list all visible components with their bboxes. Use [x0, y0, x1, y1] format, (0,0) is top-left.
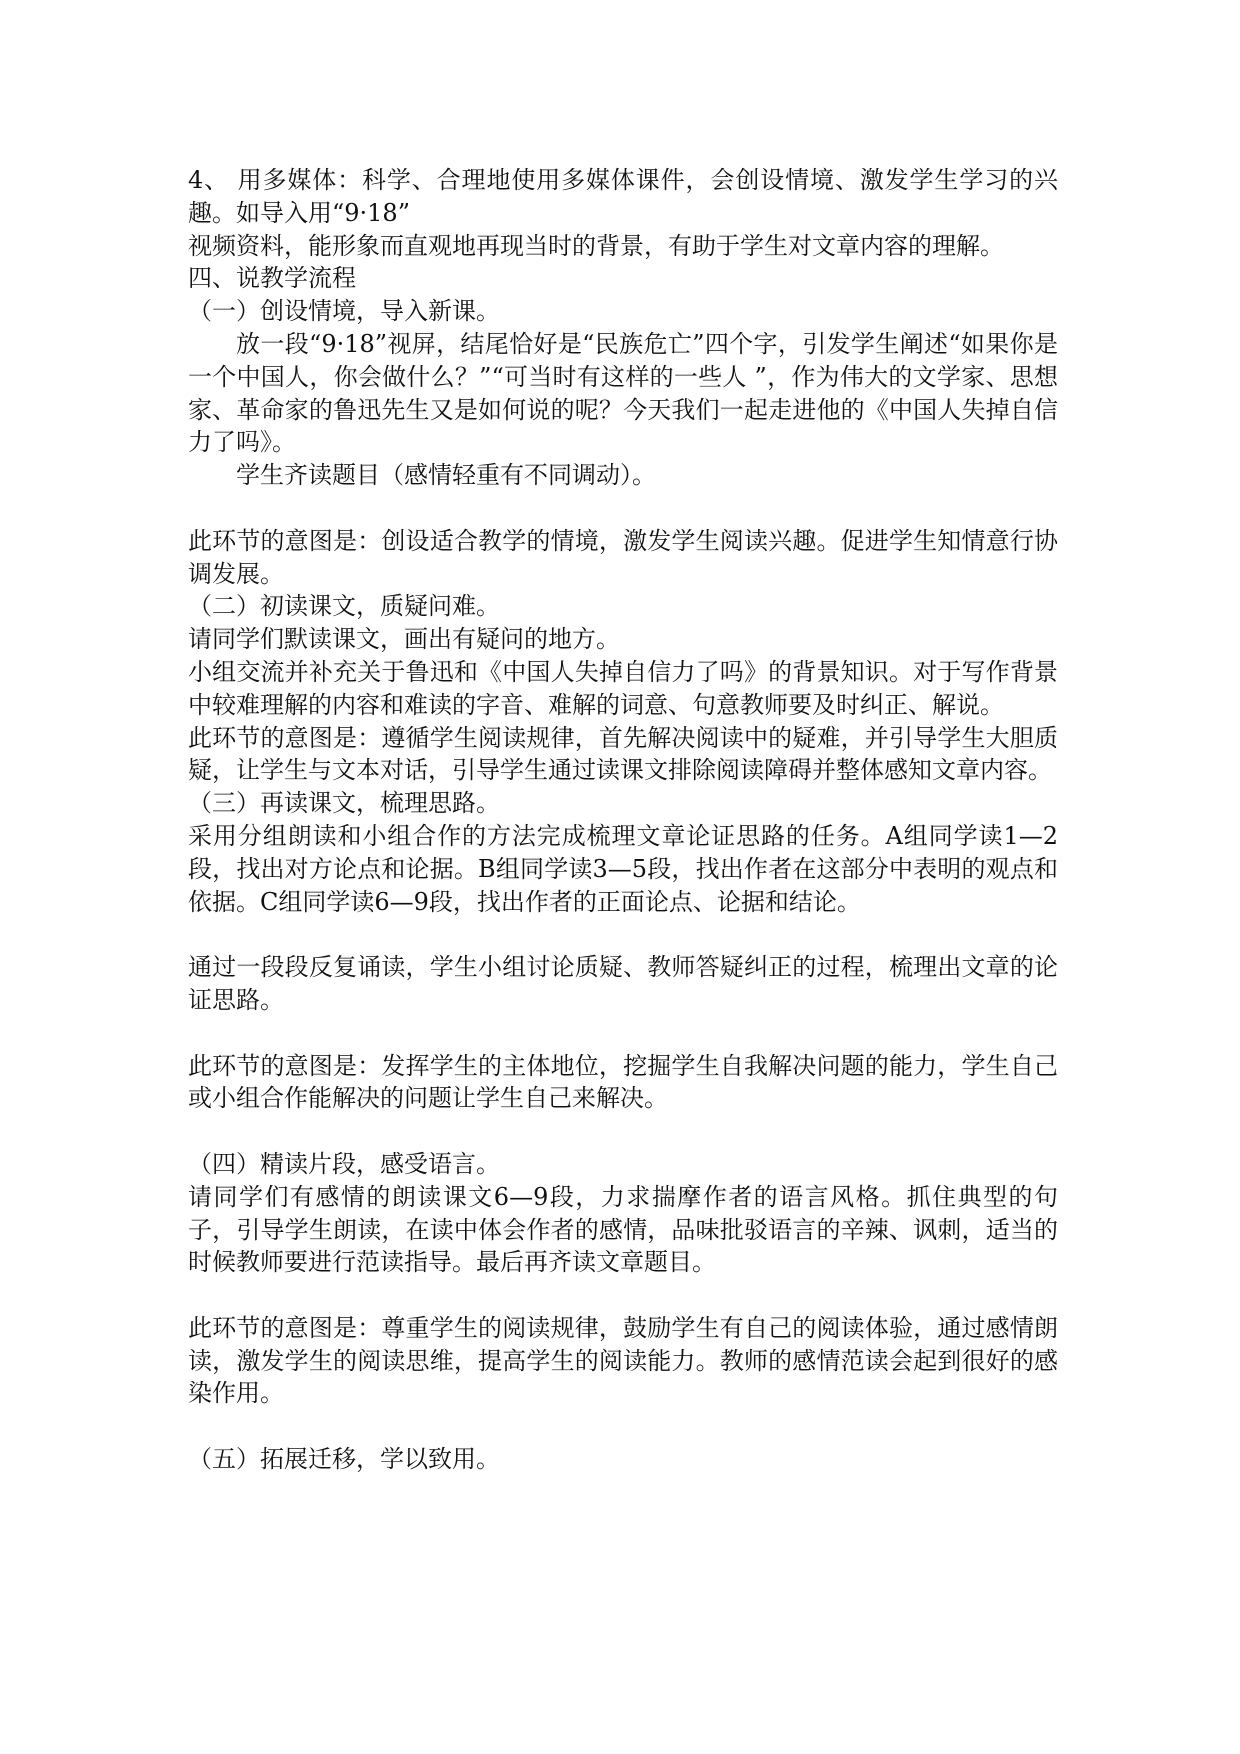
paragraph-read-title: 学生齐读题目（感情轻重有不同调动）。: [236, 461, 656, 490]
paragraph-emotional-reading: 请同学们有感情的朗读课文6—9段，力求揣摩作者的语言风格。抓住典型的句子，引导学生朗读，在读中体会作者的感情，品味批驳语言的辛辣、讽刺，适当的时候教师要进行范读指导。最后再齐读文章题目。: [188, 1182, 1058, 1277]
paragraph-silent-read: 请同学们默读课文，画出有疑问的地方。: [188, 625, 620, 654]
paragraph-intro-video: 放一段“9·18”视屏，结尾恰好是“民族危亡”四个字，引发学生阐述“如果你是一个中国人，你会做什么？”“可当时有这样的一些人 ”，作为伟大的文学家、思想家、革命家的鲁迅先生又是如何说的呢？今天我们一起走进他的《中国人失掉自信力了吗》。: [188, 329, 1058, 457]
paragraph-group-reading: 采用分组朗读和小组合作的方法完成梳理文章论证思路的任务。A组同学读1—2段，找出对方论点和论据。B组同学读3—5段，找出作者在这部分中表明的观点和依据。C组同学读6—9段，找出作者的正面论点、论据和结论。: [188, 821, 1058, 916]
step-heading-5: （五）拓展迁移，学以致用。: [188, 1445, 500, 1474]
blank-line: [188, 1115, 1058, 1148]
step-heading-4: （四）精读片段，感受语言。: [188, 1149, 500, 1178]
paragraph-group-exchange: 小组交流并补充关于鲁迅和《中国人失掉自信力了吗》的背景知识。对于写作背景中较难理解的内容和难读的字音、难解的词意、句意教师要及时纠正、解说。: [188, 657, 1058, 719]
blank-line: [188, 1279, 1058, 1312]
section-heading-teaching-process: 四、说教学流程: [188, 264, 356, 293]
blank-line: [188, 1410, 1058, 1443]
paragraph-intent-2: 此环节的意图是：遵循学生阅读规律，首先解决阅读中的疑难，并引导学生大胆质疑，让学生与文本对话，引导学生通过读课文排除阅读障碍并整体感知文章内容。: [188, 723, 1058, 785]
paragraph-intent-4: 此环节的意图是：尊重学生的阅读规律，鼓励学生有自己的阅读体验，通过感情朗读，激发学生的阅读思维，提高学生的阅读能力。教师的感情范读会起到很好的感染作用。: [188, 1313, 1058, 1408]
blank-line: [188, 492, 1058, 525]
document-body: [188, 164, 1058, 1476]
step-heading-3: （三）再读课文，梳理思路。: [188, 789, 500, 818]
paragraph-multimedia-video: 视频资料，能形象而直观地再现当时的背景，有助于学生对文章内容的理解。: [188, 231, 1004, 260]
paragraph-repeated-reading: 通过一段段反复诵读，学生小组讨论质疑、教师答疑纠正的过程，梳理出文章的论证思路。: [188, 953, 1058, 1014]
step-heading-1: （一）创设情境，导入新课。: [188, 297, 500, 326]
step-heading-2: （二）初读课文，质疑问难。: [188, 592, 500, 621]
paragraph-multimedia-point: 4、 用多媒体：科学、合理地使用多媒体课件，会创设情境、激发学生学习的兴趣。如导入用“9·18”: [188, 166, 1058, 227]
blank-line: [188, 918, 1058, 951]
paragraph-intent-3: 此环节的意图是：发挥学生的主体地位，挖掘学生自我解决问题的能力，学生自己或小组合作能解决的问题让学生自己来解决。: [188, 1051, 1058, 1113]
blank-line: [188, 1017, 1058, 1050]
paragraph-intent-1: 此环节的意图是：创设适合教学的情境，激发学生阅读兴趣。促进学生知情意行协调发展。: [188, 526, 1058, 588]
